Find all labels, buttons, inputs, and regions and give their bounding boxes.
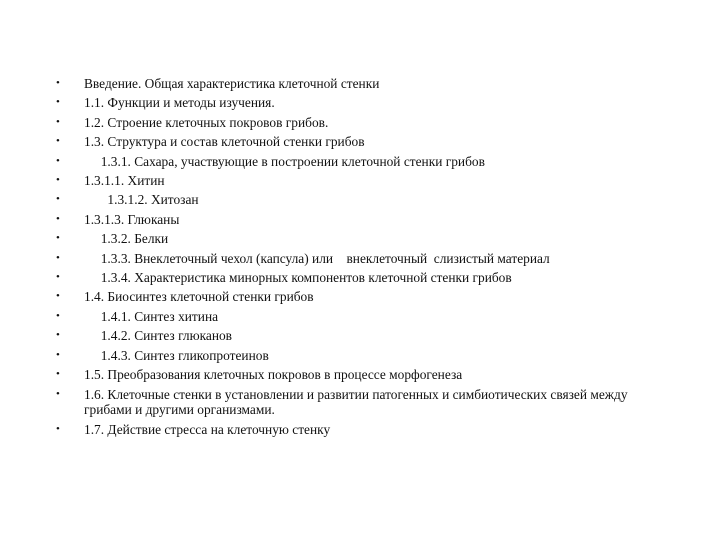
list-item xyxy=(56,307,676,326)
list-item xyxy=(56,132,676,151)
bullet-icon: • xyxy=(56,212,60,225)
list-item xyxy=(56,346,676,365)
list-item-text: 1.7. Действие стресса на клеточную стенку xyxy=(84,421,331,437)
bullet-icon: • xyxy=(56,387,60,400)
bullet-icon: • xyxy=(56,193,60,206)
list-item-text: 1.4.1. Синтез хитина xyxy=(84,308,219,324)
bullet-icon: • xyxy=(56,174,60,187)
list-item-text: 1.1. Функции и методы изучения. xyxy=(84,95,275,111)
list-item-text: 1.6. Клеточные стенки в установлении и развитии патогенных и симбиотических связей между грибами и другими организмами. xyxy=(84,386,631,417)
list-item xyxy=(56,287,676,306)
list-item xyxy=(56,113,676,132)
list-item xyxy=(56,420,676,439)
list-item xyxy=(56,171,676,190)
bullet-icon: • xyxy=(56,422,60,435)
list-item xyxy=(56,229,676,248)
list-item-text: 1.3.3. Внеклеточный чехол (капсула) или внеклеточный слизистый материал xyxy=(84,250,550,266)
bullet-icon: • xyxy=(56,329,60,342)
list-item xyxy=(56,190,676,209)
bullet-icon: • xyxy=(56,96,60,109)
list-item-text: 1.5. Преобразования клеточных покровов в процессе морфогенеза xyxy=(84,367,463,383)
list-item-text: 1.3. Структура и состав клеточной стенки грибов xyxy=(84,134,365,150)
bullet-icon: • xyxy=(56,309,60,322)
list-item-text: Введение. Общая характеристика клеточной стенки xyxy=(84,76,380,91)
list-item-text: 1.4.3. Синтез гликопротеинов xyxy=(84,347,269,363)
bullet-icon: • xyxy=(56,77,60,89)
bullet-icon: • xyxy=(56,232,60,245)
bullet-icon: • xyxy=(56,368,60,381)
bullet-icon: • xyxy=(56,348,60,361)
list-item-text: 1.3.1.3. Глюканы xyxy=(84,211,180,227)
list-item xyxy=(56,152,676,171)
list-item xyxy=(56,210,676,229)
list-item-text: 1.4. Биосинтез клеточной стенки грибов xyxy=(84,289,314,305)
list-item-text: 1.3.1.1. Хитин xyxy=(84,173,165,189)
list-item xyxy=(56,93,676,112)
list-item-text: 1.4.2. Синтез глюканов xyxy=(84,328,233,344)
bullet-icon: • xyxy=(56,135,60,148)
bullet-icon: • xyxy=(56,251,60,264)
bullet-icon: • xyxy=(56,271,60,284)
list-item-text: 1.3.1. Сахара, участвующие в построении клеточной стенки грибов xyxy=(84,153,485,169)
bullet-icon: • xyxy=(56,290,60,303)
list-item-text: 1.3.1.2. Хитозан xyxy=(84,192,199,208)
list-item-text: 1.2. Строение клеточных покровов грибов. xyxy=(84,114,329,130)
list-item xyxy=(56,249,676,268)
table-of-contents xyxy=(56,74,676,439)
list-item xyxy=(56,268,676,287)
list-item xyxy=(56,74,676,93)
list-item-text: 1.3.2. Белки xyxy=(84,231,169,247)
bullet-icon: • xyxy=(56,115,60,128)
bullet-icon: • xyxy=(56,154,60,167)
list-item xyxy=(56,385,676,420)
list-item-text: 1.3.4. Характеристика минорных компонентов клеточной стенки грибов xyxy=(84,270,512,286)
list-item xyxy=(56,365,676,384)
list-item xyxy=(56,326,676,345)
